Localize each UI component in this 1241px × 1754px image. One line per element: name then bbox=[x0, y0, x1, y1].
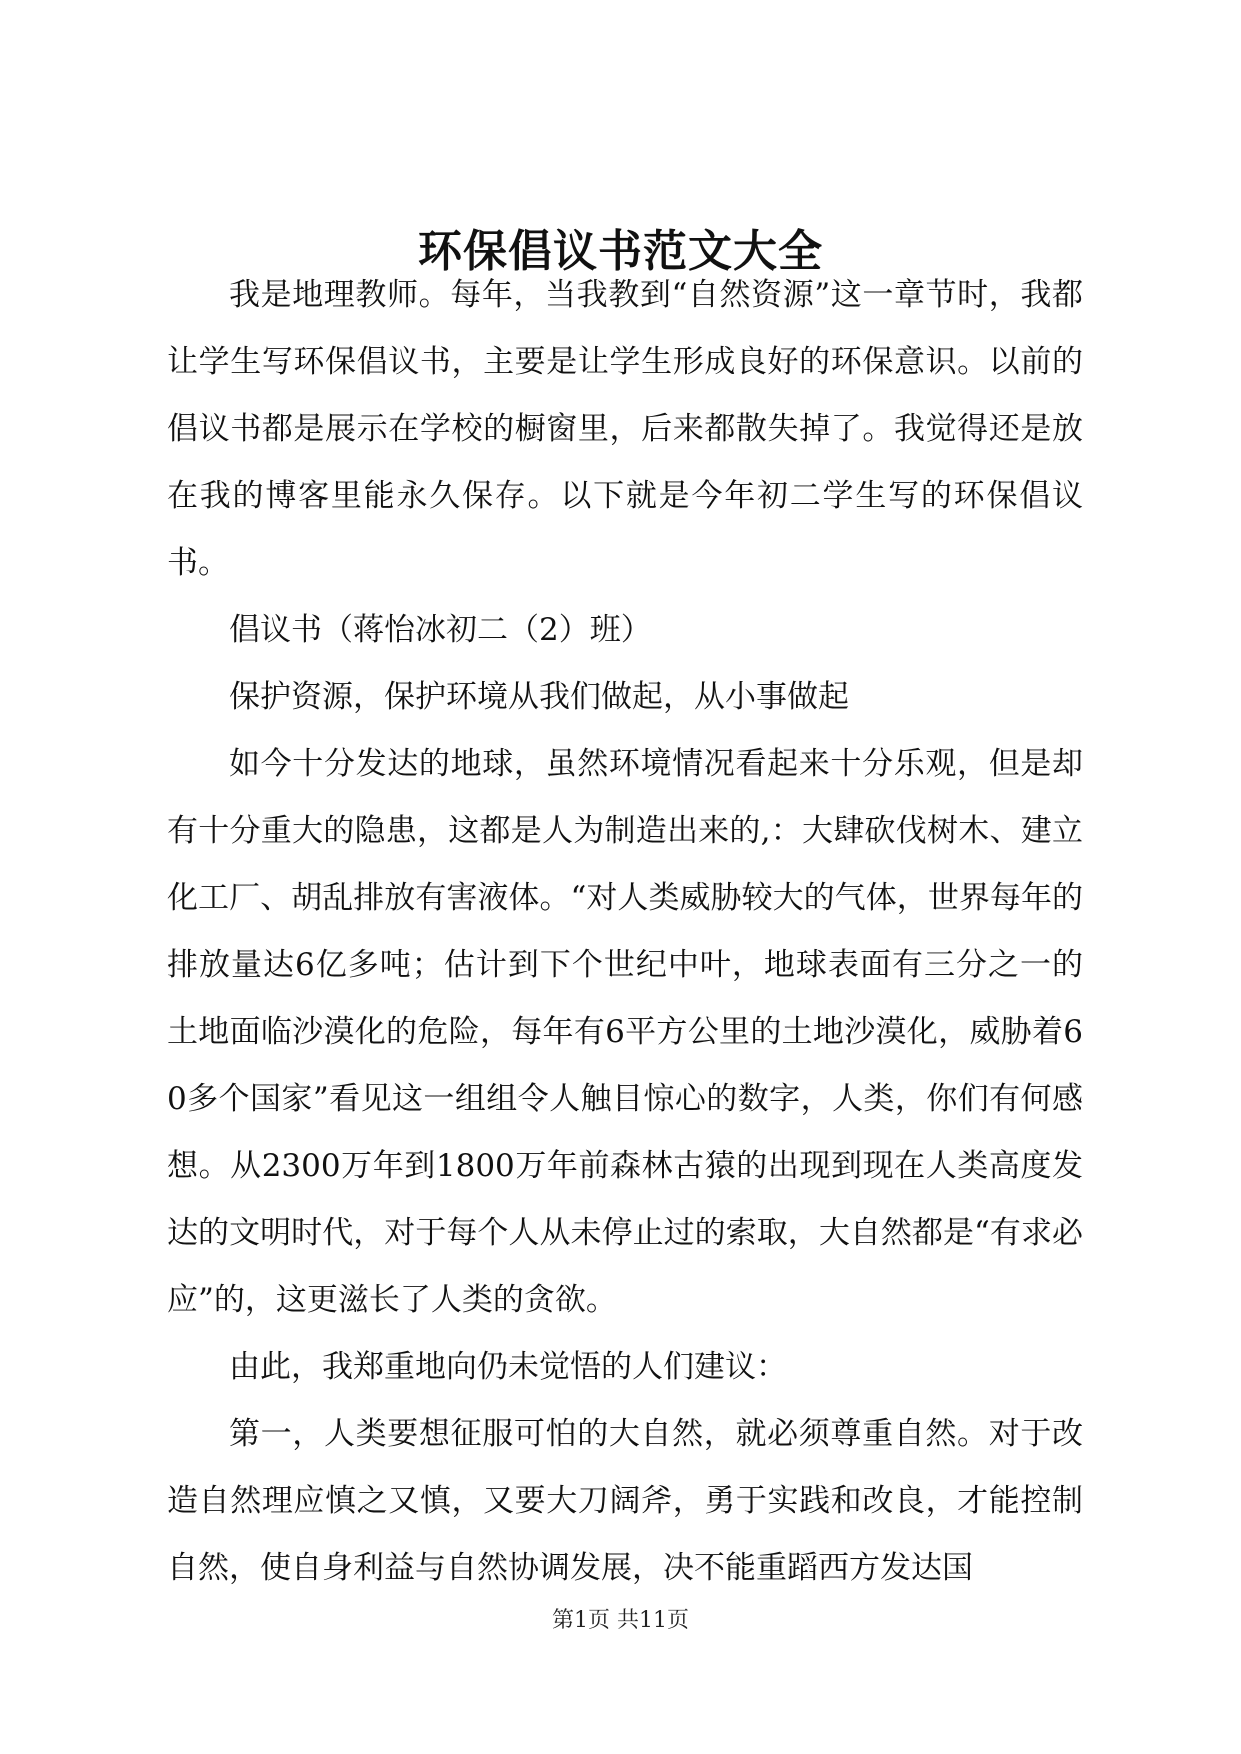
paragraph-suggestion-first: 第一，人类要想征服可怕的大自然，就必须尊重自然。对于改造自然理应慎之又慎，又要大刀阔斧，勇于实践和改良，才能控制自然，使自身利益与自然协调发展，决不能重蹈西方发达国 bbox=[167, 1416, 1083, 1586]
document-body bbox=[167, 262, 1083, 1602]
document-title: 环保倡议书范文大全 bbox=[418, 226, 823, 277]
page-number-footer: 第1页 共11页 bbox=[552, 1608, 689, 1633]
paragraph-suggestion-lead: 由此，我郑重地向仍未觉悟的人们建议： bbox=[229, 1349, 787, 1385]
paragraph-background: 如今十分发达的地球，虽然环境情况看起来十分乐观，但是却有十分重大的隐患，这都是人为制造出来的,：大肆砍伐树木、建立化工厂、胡乱排放有害液体。“对人类威胁较大的气体，世界每年的排放量达6亿多吨；估计到下个世纪中叶，地球表面有三分之一的土地面临沙漠化的危险，每年有6平方公里的土地沙漠化，威胁着60多个国家”看见这一组组令人触目惊心的数字，人类，你们有何感想。从2300万年到1800万年前森林古猿的出现到现在人类高度发达的文明时代，对于每个人从未停止过的索取，大自然都是“有求必应”的，这更滋长了人类的贪欲。 bbox=[167, 746, 1083, 1318]
paragraph-intro: 我是地理教师。每年，当我教到“自然资源”这一章节时，我都让学生写环保倡议书，主要是让学生形成良好的环保意识。以前的倡议书都是展示在学校的橱窗里，后来都散失掉了。我觉得还是放在我的博客里能永久保存。以下就是今年初二学生写的环保倡议书。 bbox=[167, 277, 1083, 581]
paragraph-slogan: 保护资源，保护环境从我们做起，从小事做起 bbox=[229, 679, 849, 715]
paragraph-proposal-heading: 倡议书（蒋怡冰初二（2）班） bbox=[229, 612, 652, 648]
